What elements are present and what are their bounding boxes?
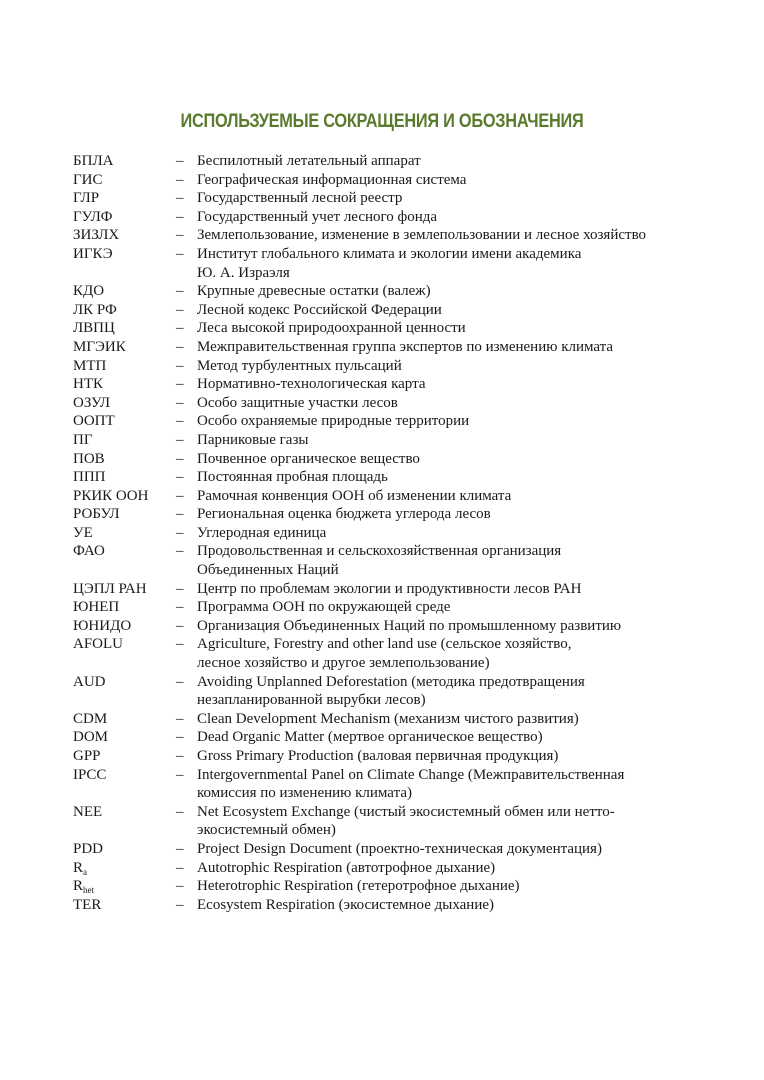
abbreviation-row [73, 803, 713, 840]
abbreviation-row [73, 487, 713, 506]
abbreviation-definition [197, 319, 713, 338]
abbreviation-definition [197, 412, 713, 431]
definition-line: Углеродная единица [197, 524, 327, 541]
abbreviation-row [73, 673, 713, 710]
abbreviation-term: ГИС [73, 171, 103, 188]
abbreviation-term: CDM [73, 710, 108, 727]
definition-line: Региональная оценка бюджета углерода лесов [197, 506, 491, 523]
abbreviation-row [73, 357, 713, 376]
abbreviation-definition [197, 245, 713, 282]
definition-line: Agriculture, Forestry and other land use (сельское хозяйство, [197, 636, 572, 653]
abbreviation-term: ЗИЗЛХ [73, 227, 120, 244]
dash-separator: – [176, 506, 184, 523]
definition-line: Государственный учет лесного фонда [197, 208, 438, 225]
dash-separator: – [176, 673, 184, 690]
definition-line: Межправительственная группа экспертов по изменению климата [197, 338, 614, 355]
definition-line: Метод турбулентных пульсаций [197, 357, 402, 374]
definition-line: Heterotrophic Respiration (гетеротрофное дыхание) [197, 878, 520, 895]
abbreviation-row [73, 226, 713, 245]
abbreviation-row [73, 728, 713, 747]
abbreviation-term: РОБУЛ [73, 506, 120, 523]
abbreviation-row [73, 747, 713, 766]
abbreviation-row [73, 635, 713, 672]
abbreviation-definition [197, 840, 713, 859]
abbreviation-term: ОЗУЛ [73, 394, 111, 411]
definition-line: Ю. А. Израэля [197, 264, 290, 281]
abbreviation-row [73, 208, 713, 227]
abbreviation-subscript: a [83, 866, 88, 877]
abbreviation-definition [197, 171, 713, 190]
definition-line: Project Design Document (проектно-техническая документация) [197, 840, 602, 857]
abbreviation-row [73, 152, 713, 171]
definition-line: комиссия по изменению климата) [197, 785, 412, 802]
abbreviation-term: ФАО [73, 543, 105, 560]
definition-line: Продовольственная и сельскохозяйственная организация [197, 543, 562, 560]
abbreviation-row [73, 171, 713, 190]
abbreviation-row [73, 896, 713, 915]
abbreviation-term: КДО [73, 283, 105, 300]
dash-separator: – [176, 859, 184, 876]
abbreviation-definition [197, 338, 713, 357]
abbreviation-definition [197, 431, 713, 450]
abbreviation-definition [197, 189, 713, 208]
dash-separator: – [176, 283, 184, 300]
definition-line: незапланированной вырубки лесов) [197, 692, 426, 709]
dash-separator: – [176, 394, 184, 411]
dash-separator: – [176, 320, 184, 337]
dash-separator: – [176, 376, 184, 393]
abbreviation-term: AFOLU [73, 636, 124, 653]
definition-line: Autotrophic Respiration (автотрофное дыхание) [197, 859, 496, 876]
abbreviation-definition [197, 487, 713, 506]
dash-separator: – [176, 803, 184, 820]
definition-line: Лесной кодекс Российской Федерации [197, 301, 442, 318]
dash-separator: – [176, 599, 184, 616]
abbreviation-row [73, 524, 713, 543]
abbreviation-term: ЛК РФ [73, 301, 117, 318]
abbreviation-term: ГУЛФ [73, 208, 113, 225]
definition-line: Clean Development Mechanism (механизм чистого развития) [197, 710, 579, 727]
definition-line: Gross Primary Production (валовая первичная продукция) [197, 748, 559, 764]
definition-line: Институт глобального климата и экологии имени академика [197, 245, 582, 262]
abbreviation-row [73, 710, 713, 729]
dash-separator: – [176, 431, 184, 448]
dash-separator: – [176, 153, 184, 169]
abbreviation-definition [197, 450, 713, 469]
abbreviation-definition [197, 580, 713, 599]
abbreviation-definition [197, 208, 713, 227]
dash-separator: – [176, 413, 184, 430]
definition-line: Государственный лесной реестр [197, 190, 403, 207]
abbreviation-row [73, 282, 713, 301]
abbreviation-definition [197, 282, 713, 301]
abbreviation-definition [197, 710, 713, 729]
abbreviation-term: TER [73, 896, 102, 913]
abbreviation-row [73, 245, 713, 282]
dash-separator: – [176, 338, 184, 355]
abbreviation-row [73, 450, 713, 469]
abbreviation-definition [197, 152, 713, 171]
abbreviation-term: ГЛР [73, 190, 100, 207]
abbreviation-term: GPP [73, 748, 101, 764]
abbreviation-row [73, 189, 713, 208]
abbreviation-definition [197, 766, 713, 803]
abbreviation-subscript: het [83, 885, 95, 896]
dash-separator: – [176, 357, 184, 374]
abbreviation-row [73, 580, 713, 599]
abbreviation-term: ЦЭПЛ РАН [73, 580, 147, 597]
abbreviation-definition [197, 505, 713, 524]
abbreviation-row [73, 412, 713, 431]
abbreviation-definition [197, 301, 713, 320]
abbreviation-term: БПЛА [73, 153, 114, 169]
abbreviation-row [73, 468, 713, 487]
abbreviation-term: ПОВ [73, 450, 105, 467]
definition-line: Географическая информационная система [197, 171, 467, 188]
abbreviation-definition [197, 896, 713, 915]
dash-separator: – [176, 748, 184, 764]
abbreviation-definition [197, 468, 713, 487]
definition-line: Программа ООН по окружающей среде [197, 599, 451, 616]
abbreviation-row [73, 766, 713, 803]
abbreviation-term: AUD [73, 673, 106, 690]
abbreviation-list [73, 152, 713, 914]
dash-separator: – [176, 840, 184, 857]
abbreviation-term: IPCC [73, 766, 107, 783]
abbreviation-row [73, 859, 713, 878]
dash-separator: – [176, 171, 184, 188]
abbreviation-term: МГЭИК [73, 338, 126, 355]
dash-separator: – [176, 543, 184, 560]
dash-separator: – [176, 896, 184, 913]
abbreviation-row [73, 840, 713, 859]
abbreviation-definition [197, 394, 713, 413]
abbreviation-term: ЛВПЦ [73, 320, 115, 337]
abbreviation-term: ЮНЕП [73, 599, 120, 616]
abbreviation-term: ППП [73, 469, 106, 486]
abbreviation-definition [197, 673, 713, 710]
abbreviation-row [73, 394, 713, 413]
abbreviation-definition [197, 598, 713, 617]
definition-line: Avoiding Unplanned Deforestation (методика предотвращения [197, 673, 585, 690]
abbreviation-row [73, 319, 713, 338]
abbreviation-definition [197, 859, 713, 878]
abbreviation-term: УЕ [73, 524, 93, 541]
dash-separator: – [176, 729, 184, 746]
dash-separator: – [176, 524, 184, 541]
abbreviation-definition [197, 375, 713, 394]
dash-separator: – [176, 450, 184, 467]
abbreviation-term: ИГКЭ [73, 245, 113, 262]
dash-separator: – [176, 227, 184, 244]
definition-line: Dead Organic Matter (мертвое органическое вещество) [197, 729, 543, 746]
dash-separator: – [176, 301, 184, 318]
definition-line: Парниковые газы [197, 431, 309, 448]
abbreviation-row [73, 598, 713, 617]
abbreviation-term: МТП [73, 357, 107, 374]
abbreviation-term: DOM [73, 729, 109, 746]
dash-separator: – [176, 878, 184, 895]
definition-line: Почвенное органическое вещество [197, 450, 420, 467]
dash-separator: – [176, 208, 184, 225]
abbreviation-definition [197, 877, 713, 896]
abbreviation-definition [197, 524, 713, 543]
abbreviation-row [73, 505, 713, 524]
definition-line: Постоянная пробная площадь [197, 469, 388, 486]
definition-line: Особо защитные участки лесов [197, 394, 398, 411]
definition-line: Леса высокой природоохранной ценности [197, 320, 466, 337]
abbreviation-row [73, 877, 713, 896]
definition-line: Центр по проблемам экологии и продуктивности лесов РАН [197, 580, 582, 597]
dash-separator: – [176, 469, 184, 486]
abbreviation-term: ПГ [73, 431, 93, 448]
abbreviation-definition [197, 635, 713, 672]
abbreviation-term: ООПТ [73, 413, 115, 430]
abbreviation-term: ЮНИДО [73, 617, 132, 634]
definition-line: лесное хозяйство и другое землепользование) [197, 655, 490, 672]
abbreviation-definition [197, 357, 713, 376]
abbreviation-term: $R_a$ [73, 859, 88, 877]
abbreviation-term: РКИК ООН [73, 487, 149, 504]
abbreviation-row [73, 617, 713, 636]
abbreviation-definition [197, 728, 713, 747]
abbreviation-row [73, 431, 713, 450]
definition-line: экосистемный обмен) [197, 822, 336, 839]
abbreviation-row [73, 542, 713, 579]
dash-separator: – [176, 766, 184, 783]
dash-separator: – [176, 580, 184, 597]
page-title: ИСПОЛЬЗУЕМЫЕ СОКРАЩЕНИЯ И ОБОЗНАЧЕНИЯ [180, 111, 584, 132]
abbreviation-definition [197, 617, 713, 636]
definition-line: Intergovernmental Panel on Climate Change (Межправительственная [197, 766, 625, 783]
definition-line: Особо охраняемые природные территории [197, 413, 470, 430]
abbreviation-definition [197, 542, 713, 579]
dash-separator: – [176, 710, 184, 727]
dash-separator: – [176, 617, 184, 634]
abbreviation-row [73, 375, 713, 394]
abbreviation-term: NEE [73, 803, 103, 820]
definition-line: Нормативно-технологическая карта [197, 376, 426, 393]
definition-line: Объединенных Наций [197, 562, 339, 579]
dash-separator: – [176, 190, 184, 207]
abbreviation-term: PDD [73, 840, 104, 857]
definition-line: Организация Объединенных Наций по промышленному развитию [197, 617, 622, 634]
definition-line: Ecosystem Respiration (экосистемное дыхание) [197, 896, 495, 913]
definition-line: Net Ecosystem Exchange (чистый экосистемный обмен или нетто- [197, 803, 615, 820]
dash-separator: – [176, 636, 184, 653]
dash-separator: – [176, 487, 184, 504]
abbreviation-row [73, 338, 713, 357]
abbreviation-row [73, 301, 713, 320]
dash-separator: – [176, 245, 184, 262]
abbreviation-term: НТК [73, 376, 103, 393]
definition-line: Беспилотный летательный аппарат [197, 153, 421, 169]
definition-line: Рамочная конвенция ООН об изменении климата [197, 487, 512, 504]
definition-line: Крупные древесные остатки (валеж) [197, 283, 431, 300]
abbreviation-definition [197, 226, 713, 245]
definition-line: Землепользование, изменение в землепользовании и лесное хозяйство [197, 227, 647, 244]
abbreviation-definition [197, 803, 713, 840]
abbreviation-definition [197, 747, 713, 766]
abbreviation-term: $R_{het}$ [73, 878, 95, 896]
